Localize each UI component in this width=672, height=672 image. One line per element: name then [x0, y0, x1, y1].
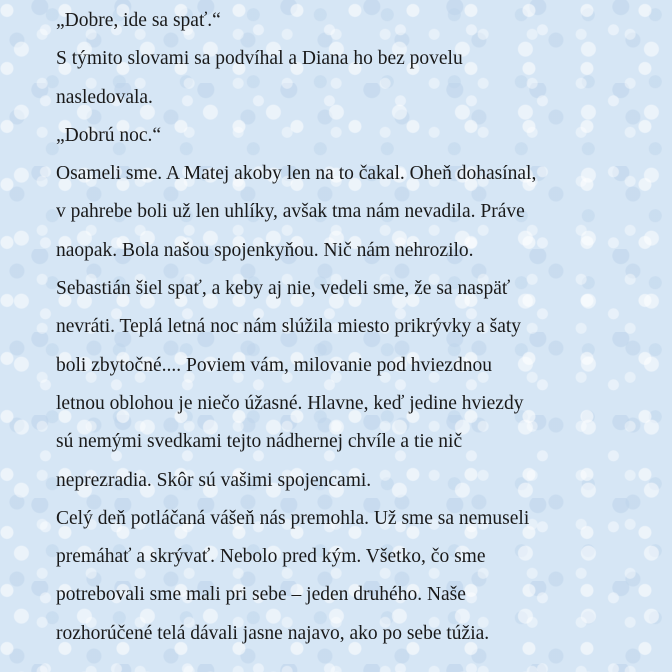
text-line: „Dobrú noc.“ [56, 124, 162, 146]
text-line: potrebovali sme mali pri sebe – jeden druhého. Naše [56, 584, 466, 606]
story-text [56, 2, 656, 653]
text-line: letnou oblohou je niečo úžasné. Hlavne, keď jedine hviezdy [56, 392, 524, 414]
text-line: sú nemými svedkami tejto nádhernej chvíle a tie nič [56, 431, 463, 453]
text-line: Sebastián šiel spať, a keby aj nie, vedeli sme, že sa naspäť [56, 278, 511, 300]
text-line: naopak. Bola našou spojenkyňou. Nič nám nehrozilo. [56, 239, 474, 261]
text-line: „Dobre, ide sa spať.“ [56, 10, 221, 31]
text-line: premáhať a skrývať. Nebolo pred kým. Všetko, čo sme [56, 546, 486, 568]
text-line: S týmito slovami sa podvíhal a Diana ho bez povelu [56, 48, 463, 70]
text-line: nevráti. Teplá letná noc nám slúžila miesto prikrývky a šaty [56, 316, 522, 338]
text-line: Celý deň potláčaná vášeň nás premohla. Už sme sa nemuseli [56, 507, 530, 529]
text-line: neprezradia. Skôr sú vašimi spojencami. [56, 469, 372, 491]
text-line: boli zbytočné.... Poviem vám, milovanie pod hviezdnou [56, 354, 492, 376]
text-line: nasledovala. [56, 86, 153, 108]
text-line: rozhorúčené telá dávali jasne najavo, ako po sebe túžia. [56, 622, 490, 644]
text-line: Osameli sme. A Matej akoby len na to čakal. Oheň dohasínal, [56, 163, 537, 185]
text-line: v pahrebe boli už len uhlíky, avšak tma nám nevadila. Práve [56, 201, 525, 223]
